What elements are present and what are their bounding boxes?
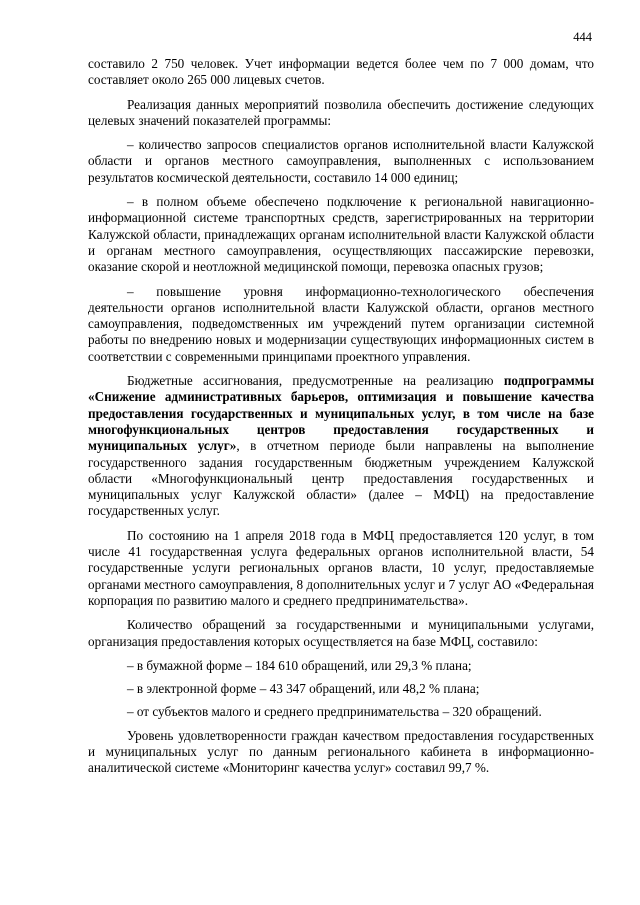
list-item-electronic-form: – в электронной форме – 43 347 обращений, или 48,2 % плана; [127,681,480,697]
budget-tail-text: , в отчетном периоде были направлены на выполнение государственного задания государственным бюджетным учреждением Калужской области «Многофункциональный центр предоставления государственных и муниципальных услуг Калужской области» (далее – МФЦ) на предоставление государственных услуг. [88,438,594,519]
list-item-small-business: – от субъектов малого и среднего предпринимательства – 320 обращений. [127,704,542,720]
list-item-paper-form: – в бумажной форме – 184 610 обращений, или 29,3 % плана; [127,657,472,673]
paragraph-targets-intro: Реализация данных мероприятий позволила обеспечить достижение следующих целевых значений показателей программы: [88,96,594,128]
page-number: 444 [573,30,592,44]
paragraph-navigation-system: – в полном объеме обеспечено подключение к региональной навигационно-информационной системе транспортных средств, зарегистрированных на территории Калужской области, принадлежащих органам исполнительной власти Калужской области и органам местного самоуправления, осуществляющих пассажирские перевозки, оказание скорой и неотложной медицинской помощи, перевозка опасных грузов; [88,194,594,275]
paragraph-satisfaction-level: Уровень удовлетворенности граждан качеством предоставления государственных и муниципальных услуг по данным регионального кабинета в информационно-аналитической системе «Мониторинг качества услуг» составил 99,7 %. [88,727,594,776]
document-body [88,56,594,785]
paragraph-requests-intro: Количество обращений за государственными и муниципальными услугами, организация предоставления которых осуществляется на базе МФЦ, составило: [88,617,594,649]
paragraph-residents-count: составило 2 750 человек. Учет информации ведется более чем по 7 000 домам, что составляет около 265 000 лицевых счетов. [88,56,594,88]
paragraph-mfc-services: По состоянию на 1 апреля 2018 года в МФЦ предоставляется 120 услуг, в том числе 41 государственная услуга федеральных органов исполнительной власти, 54 государственные услуги региональных органов власти, 10 услуг, предоставляемые органами местного самоуправления, 8 дополнительных услуг и 7 услуг АО «Федеральная корпорация по развитию малого и среднего предпринимательства». [88,527,594,608]
subprogram-title: подпрограммы «Снижение административных барьеров, оптимизация и повышение качества предоставления государственных и муниципальных услуг, в том числе на базе многофункциональных центров предоставления государственных и муниципальных услуг» [88,373,594,454]
budget-lead-text: Бюджетные ассигнования, предусмотренные на реализацию [127,373,504,389]
paragraph-space-requests: – количество запросов специалистов органов исполнительной власти Калужской области и органов местного самоуправления, выполненных с использованием результатов космической деятельности, составило 14 000 единиц; [88,137,594,185]
paragraph-budget-subprogram [88,373,594,520]
paragraph-it-support: – повышение уровня информационно-технологического обеспечения деятельности органов исполнительной власти Калужской области, органов местного самоуправления, подведомственных им учреждений путем организации системной работы по внедрению новых и модернизации существующих информационных систем в соответствии с современными принципами проектного управления. [88,283,594,364]
